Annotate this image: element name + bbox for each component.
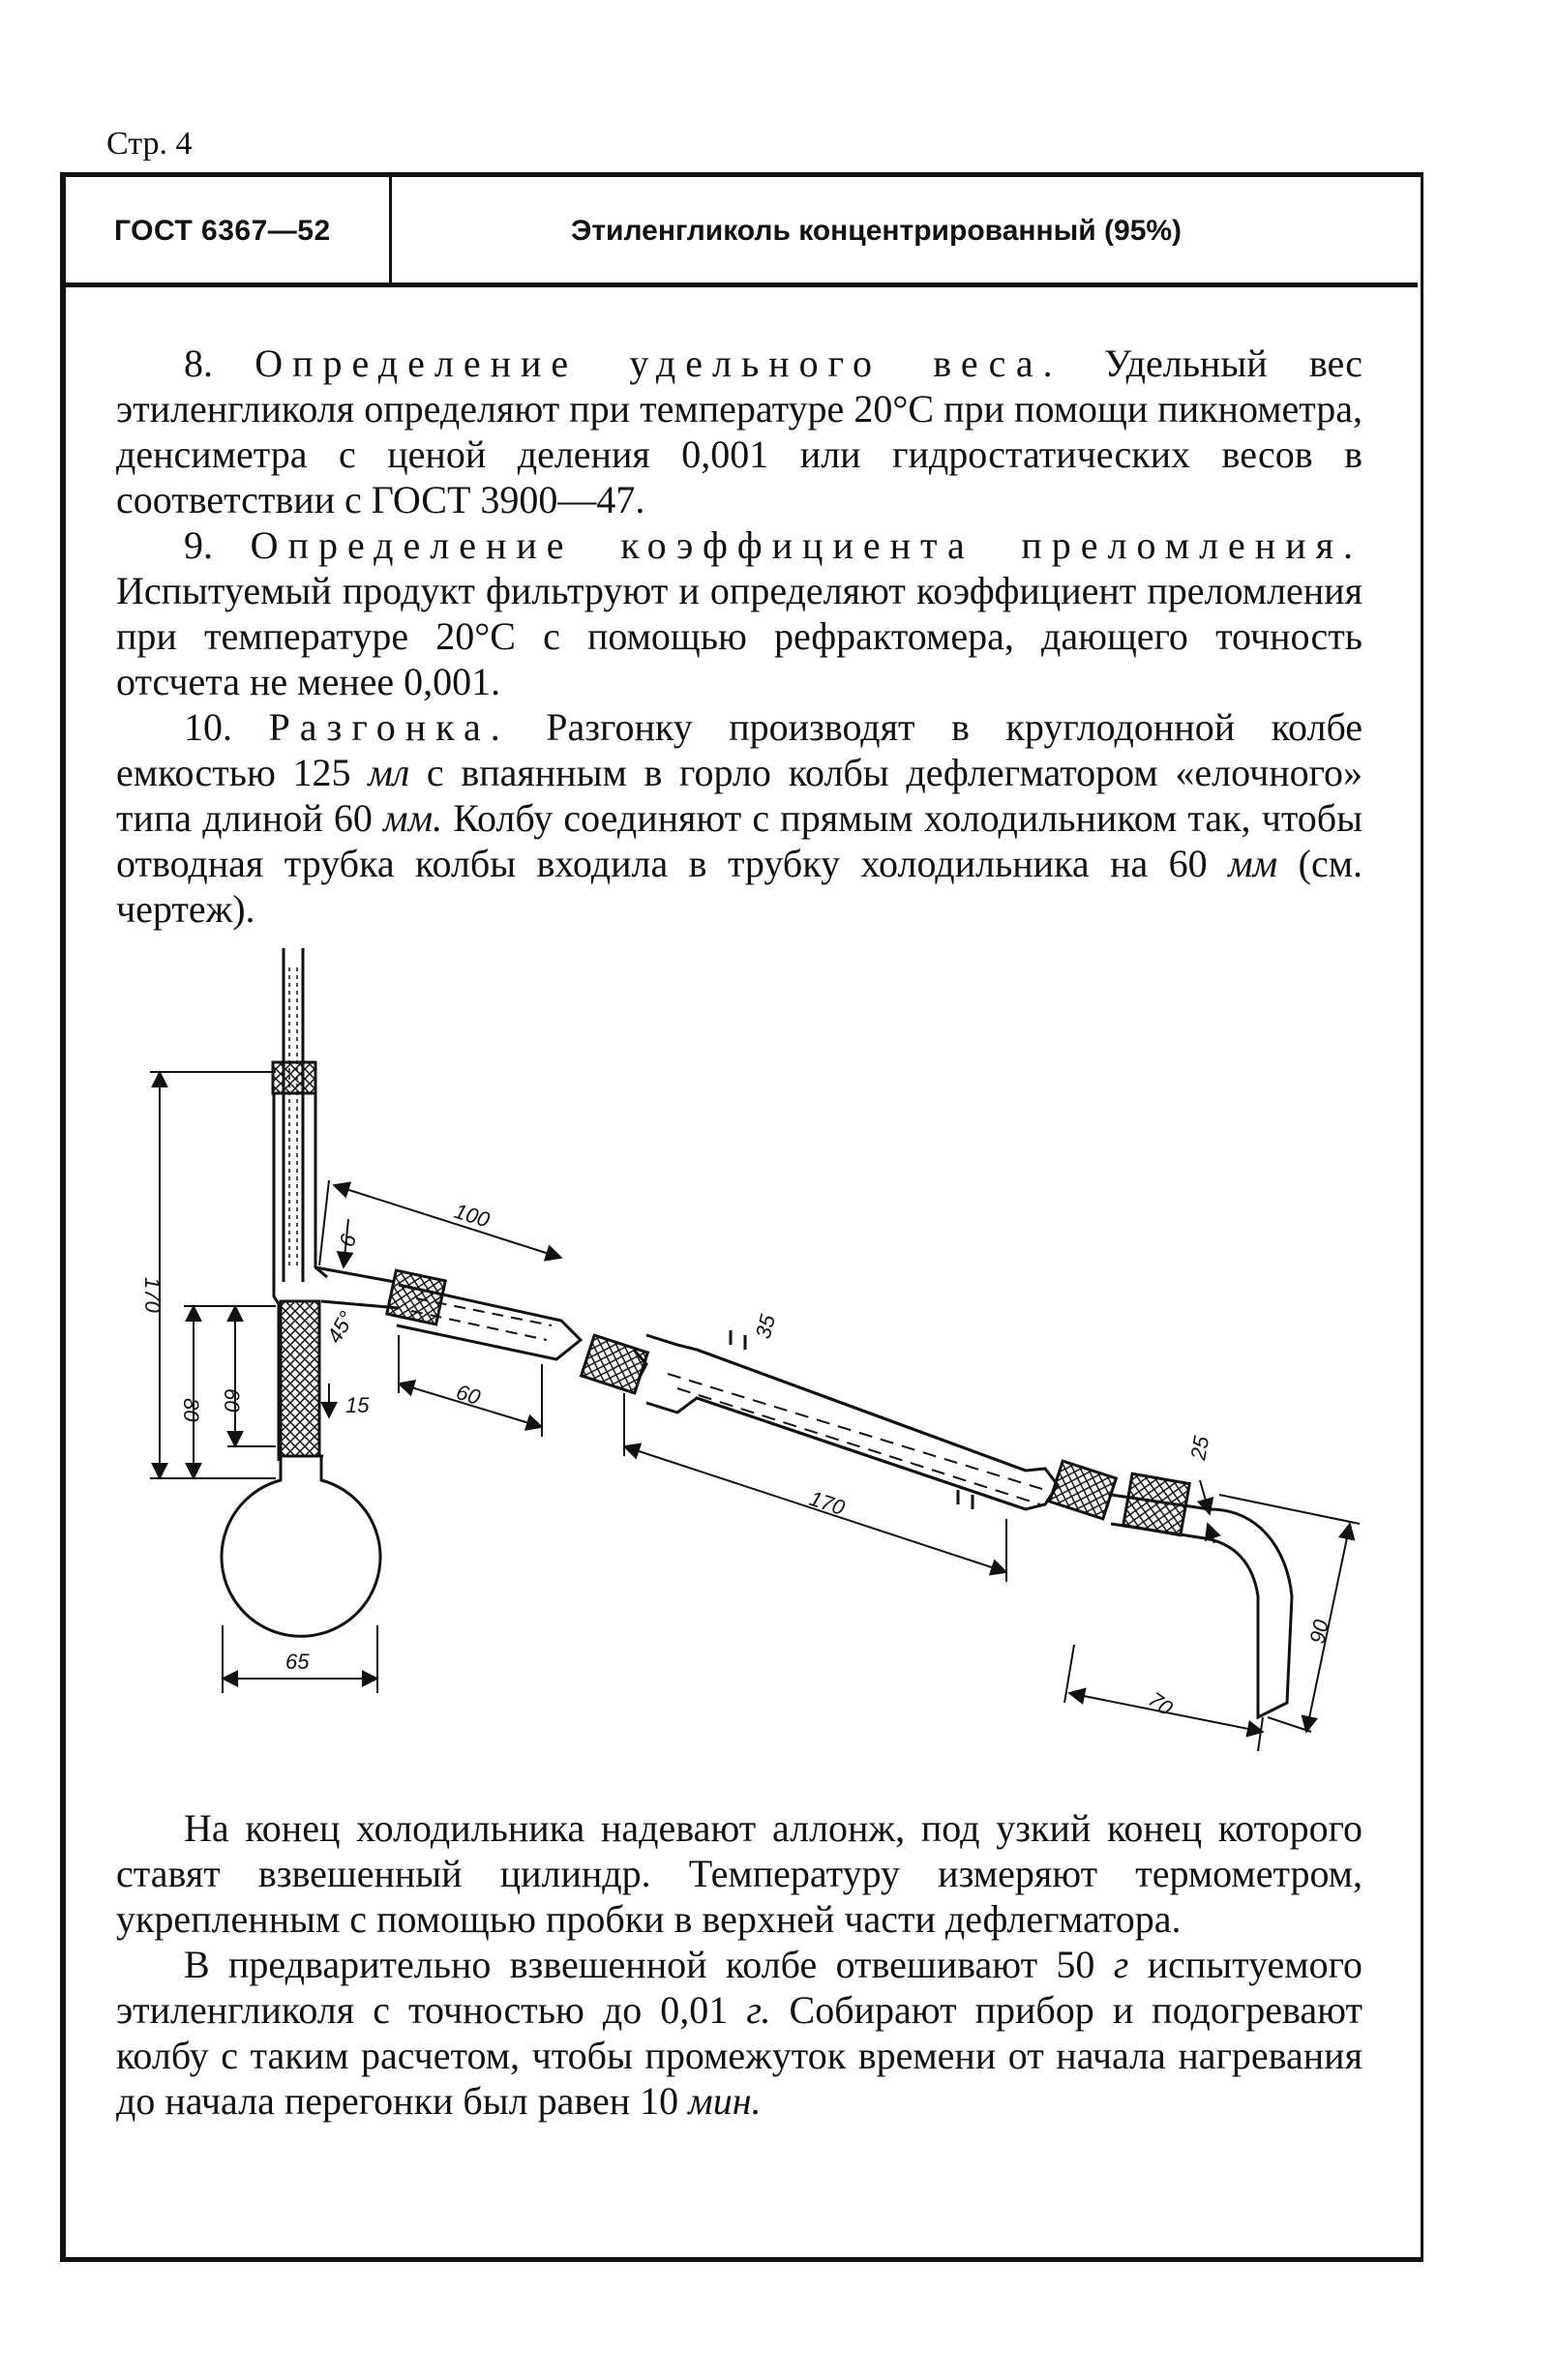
section-10-unit-3: мм bbox=[1228, 842, 1278, 885]
dim-100: 100 bbox=[451, 1198, 493, 1233]
procedure-text-2: испытуемого этиленгликоля с точностью до 0,01 bbox=[116, 1943, 1363, 2032]
side-arm-stopper bbox=[387, 1270, 445, 1324]
section-9-body: Испытуемый продукт фильтруют и определяют коэффициент преломления при температуре 20°С с помощью рефрактомера, дающего точность отсчета не менее 0,001. bbox=[116, 569, 1362, 703]
page-number: Стр. 4 bbox=[106, 126, 193, 162]
section-9-number: 9. bbox=[184, 523, 213, 567]
section-9-heading: Определение коэффициента преломления. bbox=[250, 523, 1362, 567]
dim-6: 6 bbox=[334, 1231, 362, 1250]
thermometer-stopper bbox=[273, 1062, 315, 1093]
paragraph-allonge: На конец холодильника надевают аллонж, под узкий конец которого ставят взвешенный цилиндр. Температуру измеряют термометром, укрепленным с помощью пробки в верхней части дефлегматора. bbox=[116, 1806, 1362, 1941]
section-10-number: 10. bbox=[184, 705, 232, 749]
thermometer bbox=[284, 948, 303, 1282]
dephlegmator-packing bbox=[281, 1301, 319, 1456]
standard-code: ГОСТ 6367—52 bbox=[114, 215, 331, 247]
section-10-text-4: (см. чертеж). bbox=[116, 842, 1363, 931]
dimension-lines bbox=[150, 1072, 1360, 1751]
dim-45-degrees: 45° bbox=[321, 1307, 359, 1348]
procedure-text-3: Собирают прибор и подогревают колбу с таким расчетом, чтобы промежуток времени от начала нагревания до начала перегонки был равен 10 bbox=[116, 1988, 1363, 2123]
document-title: Этиленгликоль концентрированный (95%) bbox=[571, 215, 1183, 247]
dim-90: 90 bbox=[1304, 1617, 1333, 1647]
condenser bbox=[634, 1330, 1058, 1509]
condenser-outlet-stopper bbox=[1050, 1461, 1117, 1519]
dim-80: 80 bbox=[179, 1398, 203, 1422]
procedure-unit-1: г bbox=[1113, 1943, 1129, 1986]
section-10-heading: Разгонка. bbox=[268, 705, 510, 749]
round-bottom-flask bbox=[222, 1456, 380, 1636]
paragraph-procedure bbox=[116, 1942, 1362, 2124]
procedure-unit-3: мин. bbox=[688, 2079, 762, 2123]
section-8-body: Удельный вес этиленгликоля определяют при температуре 20°С при помощи пикнометра, денсиметра с ценой деления 0,001 или гидростатических весов в соответствии с ГОСТ 3900—47. bbox=[116, 342, 1363, 521]
adapter bbox=[1111, 1495, 1292, 1717]
procedure-text-1: В предварительно взвешенной колбе отвешивают 50 bbox=[184, 1943, 1095, 1986]
section-8-heading: Определение удельного веса. bbox=[255, 342, 1063, 385]
dim-60-vertical: 60 bbox=[220, 1388, 244, 1413]
dim-25: 25 bbox=[1185, 1434, 1214, 1462]
dim-170-condenser: 170 bbox=[806, 1485, 849, 1521]
dim-70: 70 bbox=[1144, 1686, 1178, 1721]
procedure-unit-2: г. bbox=[746, 1988, 771, 2032]
section-10-text-1: Разгонку производят в круглодонной колбе емкостью 125 bbox=[116, 705, 1363, 794]
section-8-number: 8. bbox=[184, 342, 213, 385]
section-10-text-2: с впаянным в горло колбы дефлегматором «елочного» типа длиной 60 bbox=[116, 751, 1363, 840]
side-arm bbox=[315, 1267, 581, 1359]
dim-35: 35 bbox=[750, 1312, 781, 1342]
section-10-unit-2: мм. bbox=[383, 796, 443, 840]
dim-170-vertical: 170 bbox=[140, 1277, 165, 1313]
condenser-inlet-stopper bbox=[582, 1335, 648, 1393]
dim-65: 65 bbox=[285, 1650, 310, 1674]
section-10-text-3: Колбу соединяют с прямым холодильником так, чтобы отводная трубка колбы входила в трубку холодильника на 60 bbox=[116, 796, 1363, 885]
dimension-labels bbox=[140, 1199, 1333, 1721]
dim-15: 15 bbox=[345, 1393, 370, 1417]
body-text-bottom bbox=[116, 1805, 1362, 2124]
section-10-unit-1: мл bbox=[368, 751, 410, 794]
dim-60-sidearm: 60 bbox=[453, 1379, 484, 1410]
